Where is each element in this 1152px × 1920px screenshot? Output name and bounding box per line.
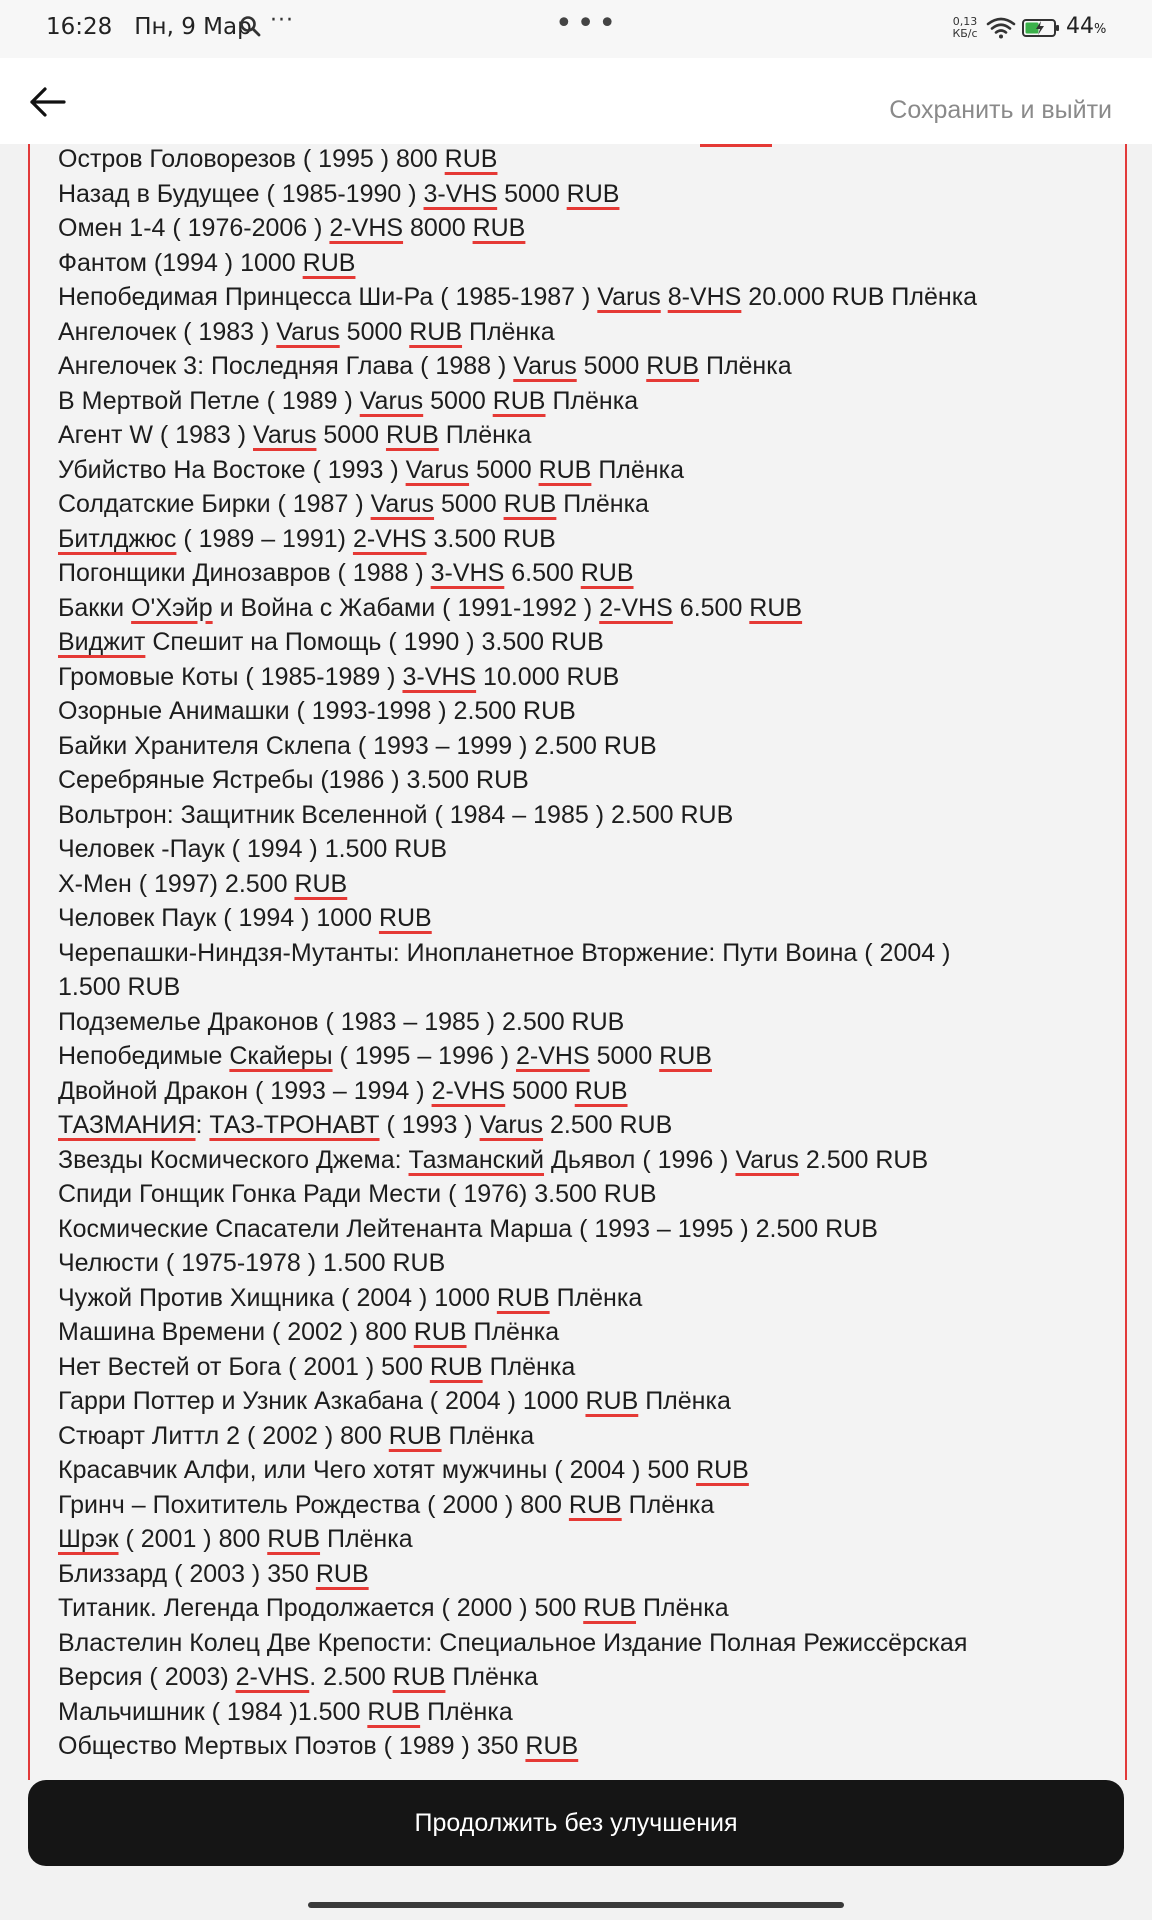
spellcheck-word[interactable]: RUB [696,1456,749,1484]
text-segment: 6.500 [504,559,581,587]
text-segment: Плёнка [466,1318,560,1346]
text-segment: Ангелочек 3: Последняя Глава ( 1988 ) [58,352,514,380]
home-indicator[interactable] [308,1902,844,1908]
list-item [58,798,1108,833]
text-segment: 5000 [434,490,504,518]
text-segment: Громовые Коты ( 1985-1989 ) [58,662,403,691]
spellcheck-word[interactable]: Шрэк [58,1525,119,1553]
list-item [58,1281,1108,1316]
spellcheck-word[interactable]: Varus [735,1145,799,1174]
spellcheck-word[interactable]: Varus [253,421,317,449]
list-item [58,246,1108,281]
text-segment: 5000 [469,455,539,484]
text-segment: Фантом (1994 ) 1000 [58,248,303,277]
list-item [58,384,1108,419]
spellcheck-word[interactable]: RUB [749,593,803,622]
list-item [58,144,1108,177]
text-segment: Гарри Поттер и Узник Азкабана ( 2004 ) 1000 [58,1387,586,1415]
text-segment: Озорные Анимашки ( 1993-1998 ) 2.500 RUB [58,697,576,725]
text-segment: Непобедимая Принцесса Ши-Ра ( 1985-1987 ) [58,283,598,311]
spellcheck-word[interactable]: О'Хэйр [131,593,213,622]
list-item [58,1039,1108,1074]
app-header [0,58,1152,144]
spellcheck-word[interactable]: RUB [413,1318,467,1346]
list-item [58,556,1108,591]
list-item [58,1626,1108,1661]
spellcheck-word[interactable]: Varus [479,1111,544,1139]
list-item [58,1591,1108,1626]
continue-without-improvement-button[interactable]: Продолжить без улучшения [28,1780,1124,1866]
text-segment: Черепашки-Ниндзя-Мутанты: Инопланетное Вторжение: Пути Воина ( 2004 ) [58,938,951,967]
spellcheck-word[interactable]: RUB [294,869,348,898]
spellcheck-word[interactable]: RUB [409,317,463,346]
list-item [58,1419,1108,1454]
spellcheck-word[interactable]: RUB [583,1594,637,1622]
list-item [58,867,1108,902]
window-dots-icon[interactable]: ••• [555,6,621,41]
spellcheck-word[interactable]: Varus [405,455,470,484]
list-item [58,1729,1108,1764]
spellcheck-word[interactable]: Битлджюс [58,524,177,553]
item-list [58,144,1108,1764]
text-segment: Общество Мертвых Поэтов ( 1989 ) 350 [58,1732,526,1760]
spellcheck-word[interactable]: RUB [568,1490,622,1519]
list-item [58,1384,1108,1419]
text-segment: Плёнка [556,490,649,518]
text-segment: : [195,1111,210,1139]
network-speed-unit: КБ/с [952,27,978,40]
text-segment: Плёнка [420,1697,513,1726]
list-item [58,1246,1108,1281]
spellcheck-word[interactable]: 2-VHS [516,1042,590,1070]
text-segment: Непобедимые [58,1042,230,1070]
list-item [58,660,1108,695]
spellcheck-word[interactable]: RUB [429,1352,483,1381]
text-segment: 5000 [339,317,410,346]
text-segment: Плёнка [638,1387,731,1415]
text-segment: 1.500 RUB [58,973,181,1001]
text-segment: Плёнка [445,1663,539,1691]
spellcheck-word[interactable]: RUB [302,248,356,277]
text-segment [661,283,668,311]
spellcheck-word[interactable]: Виджит [58,628,146,656]
list-item [58,1177,1108,1212]
text-segment: Челюсти ( 1975-1978 ) 1.500 RUB [58,1249,446,1277]
text-segment: 8000 [403,214,473,242]
text-segment: 2.500 RUB [543,1111,673,1139]
list-item [58,625,1108,660]
list-item [58,1522,1108,1557]
text-segment: Байки Хранителя Склепа ( 1993 – 1999 ) 2.500 RUB [58,731,657,760]
text-segment: Плёнка [549,1283,643,1312]
text-segment: ( 2001 ) 800 [118,1525,268,1553]
text-segment: В Мертвой Петле ( 1989 ) [58,386,360,415]
spellcheck-word[interactable]: RUB [585,1387,639,1415]
text-segment: Звезды Космического Джема: [58,1145,409,1174]
text-segment: Дьявол ( 1996 ) [544,1145,736,1174]
text-segment: Убийство На Востоке ( 1993 ) [58,455,406,484]
spellcheck-word[interactable]: 3-VHS [430,559,505,587]
list-item [58,487,1108,522]
list-item [58,1315,1108,1350]
back-arrow-icon[interactable] [26,80,70,124]
spellcheck-word[interactable]: 8-VHS [667,283,742,311]
text-segment: Погонщики Динозавров ( 1988 ) [58,559,431,587]
text-segment: Плёнка [482,1352,576,1381]
text-segment: 5000 [423,386,493,415]
spellcheck-word[interactable]: RUB [267,1525,321,1553]
text-segment: Нет Вестей от Бога ( 2001 ) 500 [58,1352,430,1381]
spellcheck-word[interactable]: RUB [444,145,498,173]
save-and-exit-button[interactable]: Сохранить и выйти [889,96,1112,124]
text-segment: 10.000 RUB [476,662,620,691]
spellcheck-word[interactable]: RUB [367,1697,421,1726]
list-item [58,591,1108,626]
spellcheck-word[interactable]: RUB [392,1663,446,1691]
list-item [58,211,1108,246]
list-item [58,1143,1108,1178]
list-item [58,832,1108,867]
text-segment: Плёнка [545,386,639,415]
text-segment: Близзард ( 2003 ) 350 [58,1559,316,1588]
search-icon [238,14,262,38]
text-segment: Агент W ( 1983 ) [58,421,253,449]
text-segment: Космические Спасатели Лейтенанта Марша ( 1993 – 1995 ) 2.500 RUB [58,1214,878,1243]
list-item [58,315,1108,350]
text-segment: Омен 1-4 ( 1976-2006 ) [58,214,330,242]
spellcheck-word[interactable]: Varus [513,352,577,380]
text-segment: ( 1995 – 1996 ) [332,1042,517,1070]
spellcheck-word[interactable]: 2-VHS [329,214,404,242]
list-item [58,1350,1108,1385]
battery-percent: 44% [1066,14,1107,39]
status-bar [0,0,1152,58]
list-item [58,1488,1108,1523]
spellcheck-word[interactable]: Varus [597,283,661,311]
spellcheck-word[interactable]: RUB [646,352,700,380]
text-segment: 5000 [316,421,386,449]
list-item [58,970,1108,1005]
text-segment: ( 1993 ) [379,1111,480,1139]
list-item [58,1212,1108,1247]
spellcheck-word[interactable]: RUB [388,1421,442,1450]
text-segment: Двойной Дракон ( 1993 – 1994 ) [58,1076,432,1105]
text-segment: Подземелье Драконов ( 1983 – 1985 ) 2.500 RUB [58,1007,625,1036]
list-item [58,280,1108,315]
text-segment: Плёнка [320,1525,413,1553]
spellcheck-word[interactable]: 2-VHS [431,1076,506,1105]
text-segment: Мальчишник ( 1984 )1.500 [58,1697,368,1726]
spellcheck-word[interactable]: RUB [538,455,592,484]
list-item [58,1074,1108,1109]
list-item [58,349,1108,384]
list-item [58,1557,1108,1592]
list-item [58,522,1108,557]
text-segment: Х-Мен ( 1997) 2.500 [58,869,295,898]
text-segment: Бакки [58,593,132,622]
spellcheck-word[interactable]: 2-VHS [599,593,673,622]
spellcheck-word[interactable]: RUB [580,559,634,587]
text-segment: Плёнка [462,317,555,346]
list-item [58,177,1108,212]
text-segment: Властелин Колец Две Крепости: Специальное Издание Полная Режиссёрская [58,1628,968,1657]
spellcheck-word[interactable]: RUB [566,179,620,208]
spellcheck-word[interactable]: Varus [276,317,340,346]
text-segment: Плёнка [636,1594,729,1622]
spellcheck-word[interactable]: RUB [659,1042,712,1070]
spellcheck-word[interactable]: 2-VHS [235,1663,310,1691]
spellcheck-word[interactable]: Varus [359,386,424,415]
spellcheck-word[interactable]: RUB [378,904,432,932]
text-segment: Спиди Гонщик Гонка Ради Мести ( 1976) 3.500 RUB [58,1180,657,1208]
list-item [58,729,1108,764]
text-segment: Плёнка [699,352,792,380]
text-segment: Остров Головорезов ( 1995 ) 800 [58,145,445,173]
text-segment: 3.500 RUB [426,524,556,553]
text-editor-area[interactable] [28,144,1127,1780]
list-item [58,936,1108,971]
text-segment: 5000 [497,179,567,208]
list-item [58,1108,1108,1143]
network-speed-value: 0,13 [952,15,978,28]
text-segment: Плёнка [621,1490,715,1519]
spellcheck-word[interactable]: ТАЗ-ТРОНАВТ [209,1111,380,1139]
text-segment: Титаник. Легенда Продолжается ( 2000 ) 500 [58,1594,584,1622]
more-icon: ··· [270,8,294,33]
network-speed [950,16,980,40]
spellcheck-word[interactable]: RUB [574,1076,628,1105]
text-segment: Чужой Против Хищника ( 2004 ) 1000 [58,1283,497,1312]
text-segment: ( 1989 – 1991) [176,524,353,553]
spellcheck-word[interactable]: ТАЗМАНИЯ [58,1111,196,1139]
text-segment: 5000 [576,352,647,380]
text-segment: Вольтрон: Защитник Вселенной ( 1984 – 1985 ) 2.500 RUB [58,800,734,829]
list-item [58,418,1108,453]
text-segment: Стюарт Литтл 2 ( 2002 ) 800 [58,1421,389,1450]
text-segment: Назад в Будущее ( 1985-1990 ) [58,179,424,208]
list-item [58,694,1108,729]
spellcheck-word[interactable]: Varus [370,490,435,518]
spellcheck-word[interactable]: Скайеры [229,1042,333,1070]
text-segment: Человек Паук ( 1994 ) 1000 [58,904,379,932]
text-segment: Человек -Паук ( 1994 ) 1.500 RUB [58,835,447,863]
text-segment: Красавчик Алфи, или Чего хотят мужчины ( 2004 ) 500 [58,1456,697,1484]
text-segment: 6.500 [672,593,750,622]
text-segment: Спешит на Помощь ( 1990 ) 3.500 RUB [145,628,604,656]
list-item [58,1695,1108,1730]
spellcheck-word[interactable]: 2-VHS [352,524,427,553]
status-time: 16:28 Пн, 9 Мар [46,14,252,40]
spellcheck-word[interactable]: RUB [496,1283,550,1312]
spellcheck-word[interactable]: RUB [315,1559,369,1588]
text-segment: 5000 [589,1042,660,1070]
text-segment: Гринч – Похититель Рождества ( 2000 ) 800 [58,1490,569,1519]
text-segment: Плёнка [441,1421,535,1450]
spellcheck-word[interactable]: Тазманский [408,1145,545,1174]
text-segment: 2.500 RUB [798,1145,929,1174]
list-item [58,1005,1108,1040]
list-item [58,901,1108,936]
spellcheck-word[interactable]: RUB [385,421,439,449]
list-item [58,1660,1108,1695]
text-segment: Машина Времени ( 2002 ) 800 [58,1318,414,1346]
text-segment: Плёнка [438,421,532,449]
spellcheck-word[interactable]: RUB [503,490,557,518]
status-date: Пн, 9 Мар [134,14,252,40]
text-segment: Серебряные Ястребы (1986 ) 3.500 RUB [58,766,529,794]
spellcheck-word[interactable]: RUB [472,214,526,242]
list-item [58,453,1108,488]
text-segment: и Война с Жабами ( 1991-1992 ) [212,593,600,622]
spellcheck-word[interactable]: RUB [525,1732,579,1760]
spellcheck-word[interactable]: 3-VHS [423,179,498,208]
spellcheck-word[interactable]: RUB [492,386,546,415]
list-item [58,763,1108,798]
text-segment: Плёнка [591,455,684,484]
spellcheck-word[interactable]: 3-VHS [402,662,477,691]
text-segment: 5000 [505,1076,575,1105]
text-segment: 20.000 RUB Плёнка [741,283,978,311]
text-segment: Солдатские Бирки ( 1987 ) [58,490,371,518]
text-segment: Ангелочек ( 1983 ) [58,317,277,346]
list-item [58,1453,1108,1488]
text-segment: . 2.500 [309,1663,393,1691]
battery-charging-icon [1022,18,1060,38]
text-segment: Версия ( 2003) [58,1663,236,1691]
wifi-icon [986,16,1016,40]
